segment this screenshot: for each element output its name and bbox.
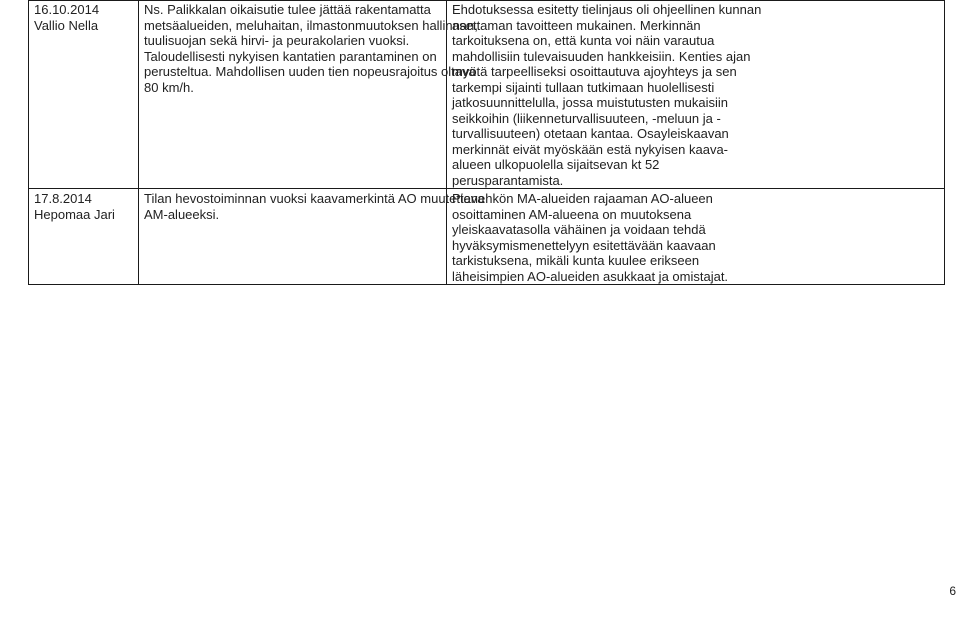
feedback-line: Taloudellisesti nykyisen kantatien parantaminen on [144,48,437,64]
response-line: Pienehkön MA-alueiden rajaaman AO-alueen [452,191,713,206]
feedback-line: 80 km/h. [144,79,194,95]
response-line: myötä tarpeelliseksi osoittautuva ajoyhteys ja sen [452,64,737,79]
response-line: hyväksymismenettelyyn esitettävään kaavaan [452,237,716,253]
sender-name: Vallio Nella [34,17,99,33]
table-row [29,189,945,285]
response-line: läheisimpien AO-alueiden asukkaat ja omistajat. [452,268,729,284]
sender-cell [29,1,139,189]
page-number: 6 [949,584,956,598]
submission-date: 16.10.2014 [34,2,100,17]
response-line: tarkempi sijainti tullaan tutkimaan huolellisesti [452,79,715,95]
response-line: osoittaminen AM-alueena on muutoksena [452,206,692,222]
response-cell [447,1,945,189]
response-line: tarkistuksena, mikäli kunta kuulee erikseen [452,253,700,268]
response-line: tarkoituksena on, että kunta voi näin varautua [452,33,715,48]
feedback-cell [139,1,478,189]
submission-date: 17.8.2014 [34,191,92,206]
response-line: asettaman tavoitteen mukainen. Merkinnän [452,17,701,33]
feedback-line: Tilan hevostoiminnan vuoksi kaavamerkintä AO muutettava [144,191,485,206]
feedback-table [28,0,945,285]
response-line: merkinnät eivät myöskään estä nykyisen kaava- [452,141,729,157]
response-cell [447,189,945,285]
response-line: seikkoihin (liikenneturvallisuuteen, -meluun ja - [452,110,721,126]
feedback-line: tuulisuojan sekä hirvi- ja peurakolarien vuoksi. [144,33,410,48]
response-line: Ehdotuksessa esitetty tielinjaus oli ohjeellinen kunnan [452,2,762,17]
response-line: turvallisuuteen) otetaan kantaa. Osayleiskaavan [452,126,729,141]
sender-cell [29,189,139,285]
feedback-cell [139,189,485,285]
feedback-line: metsäalueiden, meluhaitan, ilmastonmuutoksen hallinnan, [144,17,478,33]
response-line: jatkosuunnittelulla, jossa muistutusten mukaisiin [452,95,729,110]
feedback-line: AM-alueeksi. [144,206,220,222]
sender-name: Hepomaa Jari [34,206,115,222]
response-line: yleiskaavatasolla vähäinen ja voidaan tehdä [452,222,706,237]
response-line: mahdollisiin tulevaisuuden hankkeisiin. Kenties ajan [452,48,751,64]
feedback-line: perusteltua. Mahdollisen uuden tien nopeusrajoitus oltava [144,64,476,79]
feedback-line: Ns. Palikkalan oikaisutie tulee jättää rakentamatta [144,2,431,17]
response-line: perusparantamista. [452,172,564,188]
table-row [29,1,945,189]
response-line: alueen ulkopuolella sijaitsevan kt 52 [452,157,660,172]
